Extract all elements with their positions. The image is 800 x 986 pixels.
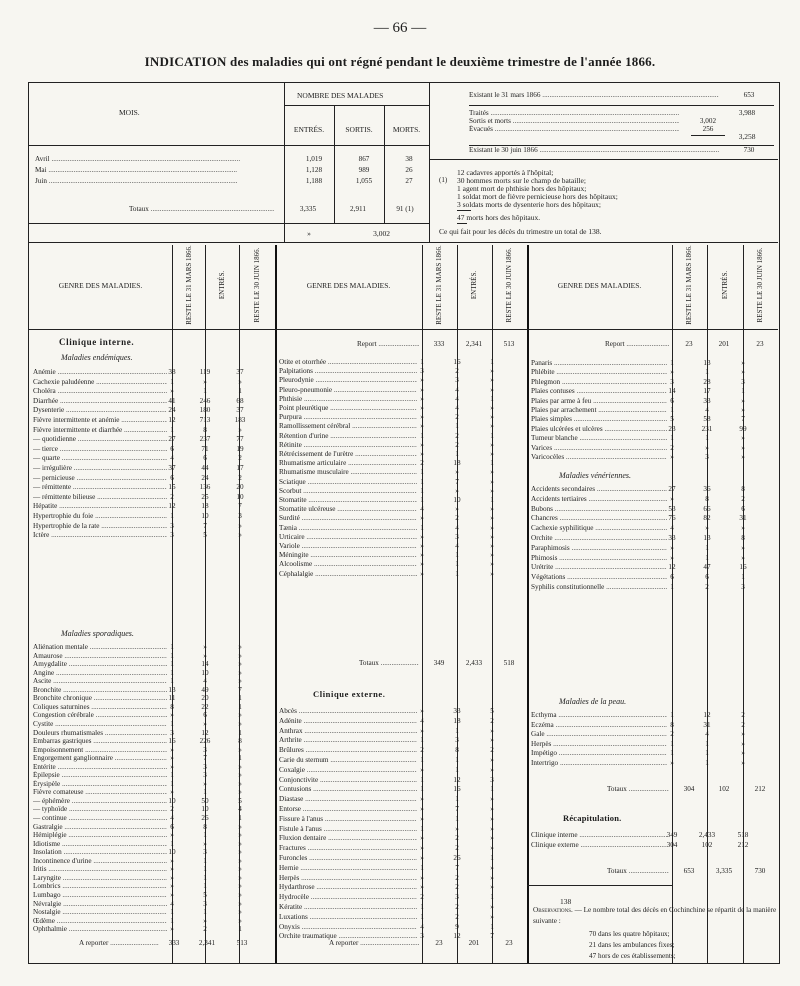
table-row: Anthrax ..... » 1 » xyxy=(279,727,509,737)
table-row: Hépatite ..... 12 18 7 xyxy=(33,502,257,512)
table-row: Herpès ..... 1 1 » xyxy=(531,740,760,750)
table-row: Plaies contuses ..... 14 17 1 xyxy=(531,387,760,397)
table-row: Aliénation mentale ..... 1 » » xyxy=(33,643,257,653)
combined-value: 3,002 xyxy=(373,229,390,238)
obs-total: 138 xyxy=(560,897,572,906)
table-row: Fièvre intermittente et anémie ..... 12 713 183 xyxy=(33,416,257,426)
report-row: A reporter ..... 333 2,341 513 xyxy=(79,939,278,949)
table-row: Dysenterie ..... 24 180 37 xyxy=(33,406,257,416)
reste-juin-header: RESTE LE 30 JUIN 1866. xyxy=(756,247,764,323)
table-row: Stomatite ulcéreuse ..... 4 » » xyxy=(279,505,509,515)
table-row: Rhumatisme musculaire ..... 1 » » xyxy=(279,468,509,478)
evacues: Évacués ..... 256 xyxy=(469,125,769,135)
table-row: Chancres ..... 76 82 31 xyxy=(531,514,760,524)
note-line: 3 soldats morts de dysenterie hors des hôpitaux; xyxy=(457,200,601,209)
nombre-header: NOMBRE DES MALADES xyxy=(297,91,384,100)
table-row: Phthisie ..... » 4 1 xyxy=(279,395,509,405)
section-title: Clinique externe. xyxy=(313,689,386,699)
table-row: Névralgie ..... 4 3 » xyxy=(33,900,257,910)
table-row: Ramollissement cérébral ..... » 1 » xyxy=(279,422,509,432)
combined-quote: » xyxy=(307,229,311,238)
entres-header: ENTRÉS. xyxy=(470,270,478,300)
table-row: Accidents tertiaires ..... » 8 2 xyxy=(531,495,760,505)
table-row: Ictère ..... 3 5 » xyxy=(33,531,257,541)
col-morts-header: MORTS. xyxy=(392,125,421,134)
table-row: Rétention d'urine ..... 1 2 1 xyxy=(279,432,509,442)
table-row: Phlegmon ..... 3 28 3 xyxy=(531,378,760,388)
table-row: Brûlures ..... 2 8 2 xyxy=(279,746,509,756)
note-final: Ce qui fait pour les décès du trimestre un total de 138. xyxy=(439,227,602,236)
table-row: Plaies par arrachement ..... 1 4 » xyxy=(531,406,760,416)
table-row: Entérite ..... » 3 » xyxy=(33,763,257,773)
table-row: Diastase ..... » 1 » xyxy=(279,795,509,805)
table-row: Fissure à l'anus ..... » 1 » xyxy=(279,815,509,825)
table-row: Paraphimosis ..... » 1 » xyxy=(531,544,760,554)
table-row: — continue ..... 4 26 1 xyxy=(33,814,257,824)
table-row: Point pleurétique ..... » 4 » xyxy=(279,404,509,414)
table-row: Palpitations ..... 3 2 » xyxy=(279,367,509,377)
table-row: Clinique interne ..... 349 2,433 518 xyxy=(531,831,760,841)
table-row: Urticaire ..... » 3 » xyxy=(279,533,509,543)
recap-totaux-row: Totaux ..... 653 3,335 730 xyxy=(607,867,778,877)
table-row: Diarrhée ..... 41 246 68 xyxy=(33,397,257,407)
genre-header: GENRE DES MALADIES. xyxy=(306,281,391,290)
table-row: — pernicieuse ..... 6 24 2 xyxy=(33,474,257,484)
table-row: Rhumatisme articulaire ..... 2 18 1 xyxy=(279,459,509,469)
table-row: Anémie ..... 38 119 37 xyxy=(33,368,257,378)
table-row: Hydrocèle ..... 2 3 1 xyxy=(279,893,509,903)
table-row: Incontinence d'urine ..... » 1 » xyxy=(33,857,257,867)
table-row: Pleuro-pneumonie ..... » 4 » xyxy=(279,386,509,396)
month-row: Juin ..... 1,188 1,055 27 xyxy=(35,177,425,187)
note-total: 47 morts hors des hôpitaux. xyxy=(457,213,541,222)
table-row: Plaies simples ..... 5 58 7 xyxy=(531,415,760,425)
table-row: Arthrite ..... 1 3 » xyxy=(279,736,509,746)
table-row: Fièvre intermittente et diarrhée ..... 1 8 » xyxy=(33,426,257,436)
table-row: Nostalgie ..... 1 1 » xyxy=(33,908,257,918)
table-row: Conjonctivite ..... 1 12 3 xyxy=(279,776,509,786)
table-row: — rémittente ..... 15 136 20 xyxy=(33,483,257,493)
table-row: — quarte ..... 4 6 2 xyxy=(33,454,257,464)
sortis-morts: Sortis et morts ..... 3,002 xyxy=(469,117,769,127)
table-row: Hypertrophie de la rate ..... 3 7 » xyxy=(33,522,257,532)
table-row: Otite et otorrhée ..... 1 16 1 xyxy=(279,358,509,368)
table-row: Cystite ..... 1 » » xyxy=(33,720,257,730)
table-row: Adénite ..... 4 18 2 xyxy=(279,717,509,727)
report-row: A reporter ..... 23 201 23 xyxy=(329,939,529,949)
table-row: Fractures ..... » 2 » xyxy=(279,844,509,854)
table-row: Rétinite ..... » 2 » xyxy=(279,441,509,451)
table-row: Cachexie paludéenne ..... 1 » » xyxy=(33,378,257,388)
table-row: Furoncles ..... » 26 1 xyxy=(279,854,509,864)
table-row: Urétrite ..... 12 47 16 xyxy=(531,563,760,573)
table-row: — typhoïde ..... 2 10 4 xyxy=(33,805,257,815)
table-row: Abcès ..... » 33 5 xyxy=(279,707,509,717)
subsection-title: Maladies de la peau. xyxy=(559,697,627,706)
table-row: Gastralgie ..... 6 8 » xyxy=(33,823,257,833)
table-row: Hypertrophie du foie ..... 1 10 3 xyxy=(33,512,257,522)
table-row: — quotidienne ..... 27 237 77 xyxy=(33,435,257,445)
table-row: Ecthyma ..... 1 12 2 xyxy=(531,711,760,721)
table-row: Tumeur blanche ..... 1 1 » xyxy=(531,434,760,444)
table-row: Intertrigo ..... » 1 » xyxy=(531,759,760,769)
table-row: Empoisonnement ..... » 3 » xyxy=(33,746,257,756)
table-row: Insolation ..... 10 3 » xyxy=(33,848,257,858)
table-row: Végétations ..... 6 6 1 xyxy=(531,573,760,583)
recap-title: Récapitulation. xyxy=(563,813,622,823)
section-title: Clinique interne. xyxy=(59,337,135,347)
note-line: 1 soldat mort de fièvre pernicieuse hors des hôpitaux; xyxy=(457,192,618,201)
table-row: Phimosis ..... » 1 » xyxy=(531,554,760,564)
month-row: Mai ..... 1,128 989 26 xyxy=(35,166,425,176)
table-row: Orchite ..... 33 13 8 xyxy=(531,534,760,544)
table-row: Varicocèles ..... » 3 » xyxy=(531,453,760,463)
col-entres-header: ENTRÉS. xyxy=(293,125,325,134)
summary-section xyxy=(29,83,778,243)
table-row: Eczéma ..... 8 31 2 xyxy=(531,721,760,731)
existant-juin: Existant le 30 juin 1866 ..... 730 xyxy=(469,146,769,156)
subsection-title: Maladies sporadiques. xyxy=(61,629,134,638)
table-row: Douleurs rhumatismales ..... 3 12 1 xyxy=(33,729,257,739)
note-line: 12 cadavres apportés à l'hôpital; xyxy=(457,168,554,177)
table-row: Fistule à l'anus ..... 1 » » xyxy=(279,825,509,835)
table-row: Ascite ..... 1 4 » xyxy=(33,677,257,687)
obs-line: 47 hors de ces établissements; xyxy=(589,952,676,960)
reste-mars-header: RESTE LE 31 MARS 1866. xyxy=(685,245,693,325)
reste-juin-header: RESTE LE 30 JUIN 1866. xyxy=(253,247,261,323)
table-row: — rémittente bilieuse ..... 2 25 10 xyxy=(33,493,257,503)
table-row: Œdème ..... 1 » » xyxy=(33,917,257,927)
table-row: Bronchite chronique ..... 11 20 1 xyxy=(33,694,257,704)
table-row: Cachexie syphilitique ..... 4 » » xyxy=(531,524,760,534)
table-row: Kératite ..... 1 2 » xyxy=(279,903,509,913)
table-row: Plaies par arme à feu ..... 6 33 » xyxy=(531,397,760,407)
table-row: Tænia ..... 1 4 » xyxy=(279,524,509,534)
reste-mars-header: RESTE LE 31 MARS 1866. xyxy=(435,245,443,325)
obs-line: 70 dans les quatre hôpitaux; xyxy=(589,930,670,938)
note-marker: (1) xyxy=(439,176,448,184)
table-row: Congestion cérébrale ..... » 6 » xyxy=(33,711,257,721)
page-title: INDICATION des maladies qui ont régné pendant le deuxième trimestre de l'année 1866. xyxy=(144,54,656,69)
table-row: Hémiplégie ..... » 1 » xyxy=(33,831,257,841)
table-row: Rétrécissement de l'urètre ..... » 1 » xyxy=(279,450,509,460)
table-row: Embarras gastriques ..... 16 226 8 xyxy=(33,737,257,747)
report-row: Report ..... 333 2,341 513 xyxy=(357,340,527,350)
table-row: Clinique externe ..... 304 102 212 xyxy=(531,841,760,851)
disease-tables xyxy=(29,245,778,963)
table-row: — tierce ..... 6 71 19 xyxy=(33,445,257,455)
reste-juin-header: RESTE LE 30 JUIN 1866. xyxy=(505,247,513,323)
table-row: Méningite ..... » 1 » xyxy=(279,551,509,561)
col-sortis-header: SORTIS. xyxy=(345,125,373,134)
table-row: Bubons ..... 53 66 6 xyxy=(531,505,760,515)
entres-header: ENTRÉS. xyxy=(721,270,729,300)
page-number: — 66 — xyxy=(373,20,427,36)
observations: Observations. — Le nombre total des décès en Cochinchine se répartit de la manière suivante : xyxy=(533,906,777,925)
table-row: Varices ..... 2 » » xyxy=(531,444,760,454)
genre-header: GENRE DES MALADIES. xyxy=(557,281,642,290)
table-row: — irrégulière ..... 37 44 17 xyxy=(33,464,257,474)
table-row: Laryngite ..... » 1 » xyxy=(33,874,257,884)
table-row: Orchite traumatique ..... 3 12 7 xyxy=(279,932,509,942)
table-row: Amygdalite ..... 1 14 » xyxy=(33,660,257,670)
table-row: Surdité ..... » 2 » xyxy=(279,514,509,524)
sum-value: 3,258 xyxy=(738,132,756,141)
table-row: Lumbago ..... » 5 » xyxy=(33,891,257,901)
table-row: Pleurodynie ..... » 3 » xyxy=(279,376,509,386)
table-row: Stomatite ..... 1 10 1 xyxy=(279,496,509,506)
table-row: Alcoolisme ..... » 1 » xyxy=(279,560,509,570)
table-row: Lombrics ..... » 1 » xyxy=(33,882,257,892)
table-row: Gale ..... 2 4 » xyxy=(531,730,760,740)
table-row: Impétigo ..... 1 1 » xyxy=(531,749,760,759)
table-row: Carie du sternum ..... 1 1 » xyxy=(279,756,509,766)
table-row: Sciatique ..... 1 7 » xyxy=(279,478,509,488)
genre-header: GENRE DES MALADIES. xyxy=(58,281,143,290)
totaux-row: Totaux ..... 349 2,433 518 xyxy=(359,659,529,669)
table-row: — éphémère ..... 10 50 5 xyxy=(33,797,257,807)
obs-line: 21 dans les ambulances fixes; xyxy=(589,941,675,949)
report-row: Report ..... 23 201 23 xyxy=(605,340,778,350)
table-row: Épilepsie ..... 1 3 » xyxy=(33,771,257,781)
subsection-title: Maladies vénériennes. xyxy=(559,471,631,480)
note-line: 1 agent mort de phthisie hors des hôpitaux; xyxy=(457,184,587,193)
entres-header: ENTRÉS. xyxy=(218,270,226,300)
table-row: Variole ..... » 4 » xyxy=(279,542,509,552)
table-row: Fluxion dentaire ..... » 2 » xyxy=(279,834,509,844)
main-table xyxy=(28,82,780,964)
totaux-row: Totaux ..... 3,335 2,911 91 (1) xyxy=(129,205,425,215)
note-line: 30 hommes morts sur le champ de bataille; xyxy=(457,176,586,185)
table-row: Hernie ..... 1 7 » xyxy=(279,864,509,874)
month-row: Avril ..... 1,019 867 38 xyxy=(35,155,425,165)
table-row: Ophthalmie ..... » 2 1 xyxy=(33,925,257,935)
table-row: Contusions ..... 1 16 1 xyxy=(279,785,509,795)
mois-header: MOIS. xyxy=(119,108,140,117)
existant-mars: Existant le 31 mars 1866 ..... 653 xyxy=(469,91,769,101)
table-row: Syphilis constitutionnelle ..... 1 2 3 xyxy=(531,583,760,593)
table-row: Scorbut ..... 1 » » xyxy=(279,487,509,497)
table-row: Érysipèle ..... 1 » » xyxy=(33,780,257,790)
table-row: Hydarthrose ..... » 2 » xyxy=(279,883,509,893)
table-row: Coxalgie ..... » 1 » xyxy=(279,766,509,776)
totaux-row: Totaux ..... 304 102 212 xyxy=(607,785,778,795)
subsection-title: Maladies endémiques. xyxy=(61,353,133,362)
table-row: Fièvre comateuse ..... » 1 » xyxy=(33,788,257,798)
table-row: Onyxis ..... 4 9 1 xyxy=(279,923,509,933)
table-row: Amaurose ..... 1 » » xyxy=(33,652,257,662)
table-row: Accidents secondaires ..... 27 36 8 xyxy=(531,485,760,495)
table-row: Engorgement ganglionnaire ..... » 7 1 xyxy=(33,754,257,764)
table-row: Bronchite ..... 13 49 7 xyxy=(33,686,257,696)
table-row: Idiotisme ..... 1 » » xyxy=(33,840,257,850)
table-row: Phlébite ..... » 1 » xyxy=(531,368,760,378)
table-row: Panaris ..... 1 13 » xyxy=(531,359,760,369)
table-row: Choléra ..... » 1 1 xyxy=(33,387,257,397)
table-row: Plaies ulcérées et ulcères ..... 23 231 99 xyxy=(531,425,760,435)
table-row: Herpès ..... » 2 » xyxy=(279,874,509,884)
table-row: Purpura ..... » 2 » xyxy=(279,413,509,423)
traites: Traités ..... 3,988 xyxy=(469,109,769,119)
table-row: Entorse ..... » 7 » xyxy=(279,805,509,815)
table-row: Luxations ..... 1 2 » xyxy=(279,913,509,923)
table-row: Coliques saturnines ..... 8 22 1 xyxy=(33,703,257,713)
table-row: Céphalalgie ..... » 1 » xyxy=(279,570,509,580)
reste-mars-header: RESTE LE 31 MARS 1866. xyxy=(185,245,193,325)
table-row: Angine ..... 1 10 » xyxy=(33,669,257,679)
table-row: Iritis ..... » 1 » xyxy=(33,865,257,875)
